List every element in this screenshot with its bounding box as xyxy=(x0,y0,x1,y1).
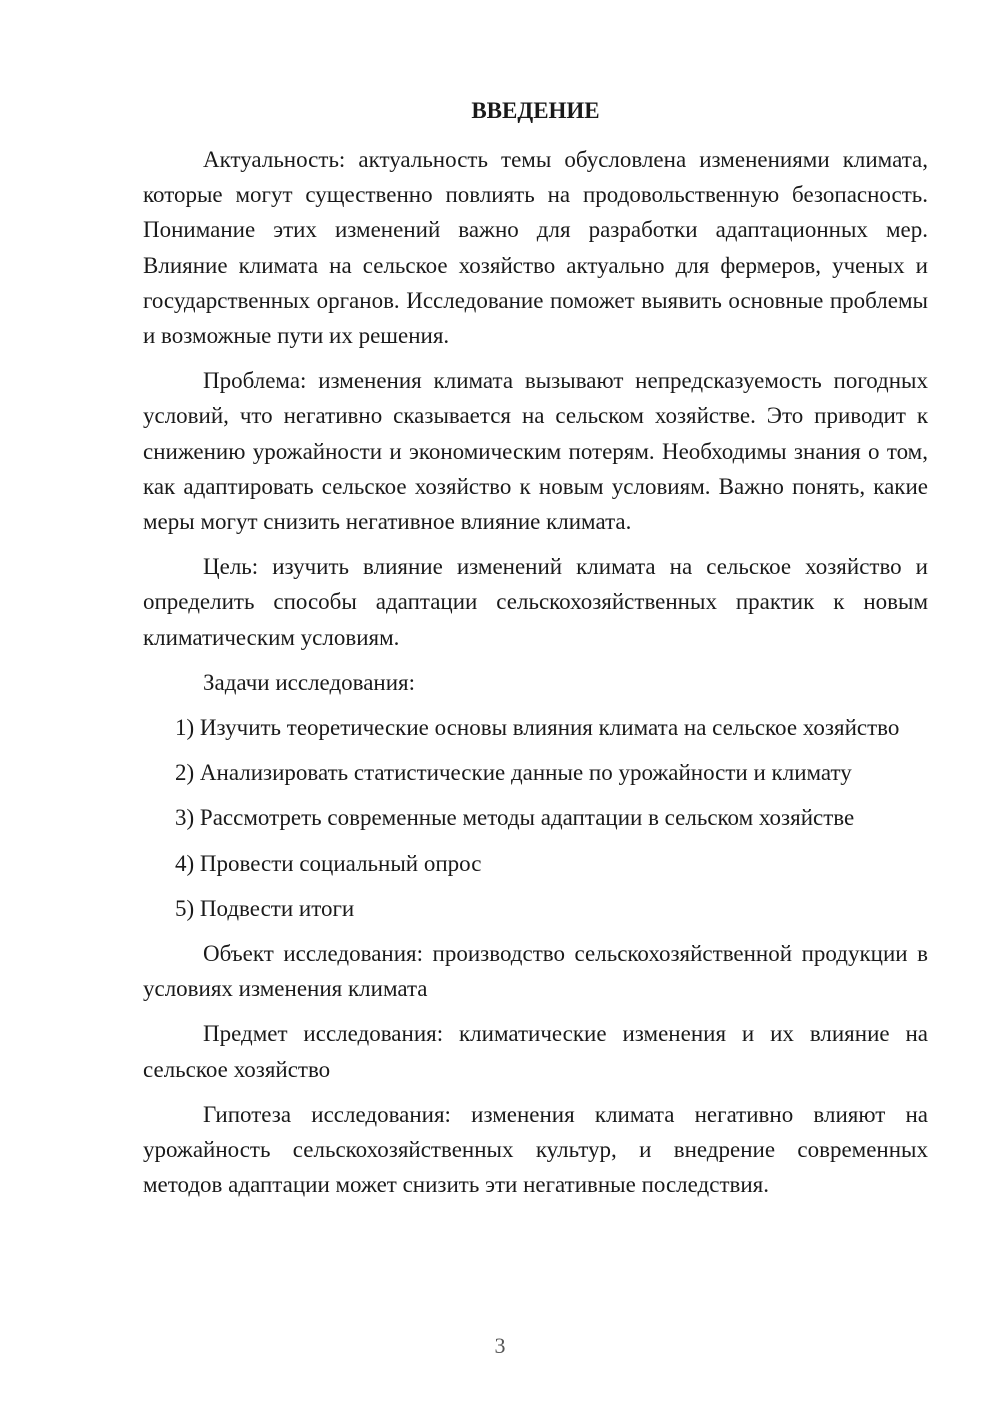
task-item: 3) Рассмотреть современные методы адаптации в сельском хозяйстве xyxy=(175,805,855,831)
goal-paragraph: Цель: изучить влияние изменений климата на сельское хозяйство и определить способы адаптации сельскохозяйственных практик к новым климатическим условиям. xyxy=(143,554,928,650)
task-item: 1) Изучить теоретические основы влияния климата на сельское хозяйство xyxy=(175,715,900,741)
problem-paragraph: Проблема: изменения климата вызывают непредсказуемость погодных условий, что негативно сказывается на сельском хозяйстве. Это приводит к снижению урожайности и экономическим потерям. Необходимы знания о том, как адаптировать сельское хозяйство к новым условиям. Важно понять, какие меры могут снизить негативное влияние климата. xyxy=(143,368,928,535)
task-item: 4) Провести социальный опрос xyxy=(175,850,482,876)
task-item: 2) Анализировать статистические данные по урожайности и климату xyxy=(175,760,852,786)
hypothesis-paragraph: Гипотеза исследования: изменения климата негативно влияют на урожайность сельскохозяйственных культур, и внедрение современных методов адаптации может снизить эти негативные последствия. xyxy=(143,1101,928,1198)
document-page xyxy=(143,96,928,1212)
task-item: 5) Подвести итоги xyxy=(175,895,355,921)
relevance-paragraph: Актуальность: актуальность темы обусловлена изменениями климата, которые могут существенно повлиять на продовольственную безопасность. Понимание этих изменений важно для разработки адаптационных мер. Влияние климата на сельское хозяйство актуально для фермеров, ученых и государственных органов. Исследование поможет выявить основные проблемы и возможные пути их решения. xyxy=(143,147,928,349)
page-number: 3 xyxy=(494,1333,506,1358)
subject-paragraph: Предмет исследования: климатические изменения и их влияние на сельское хозяйство xyxy=(143,1021,928,1082)
page-title: ВВЕДЕНИЕ xyxy=(471,98,600,123)
object-paragraph: Объект исследования: производство сельскохозяйственной продукции в условиях изменения климата xyxy=(143,941,928,1002)
tasks-title: Задачи исследования: xyxy=(203,669,416,695)
